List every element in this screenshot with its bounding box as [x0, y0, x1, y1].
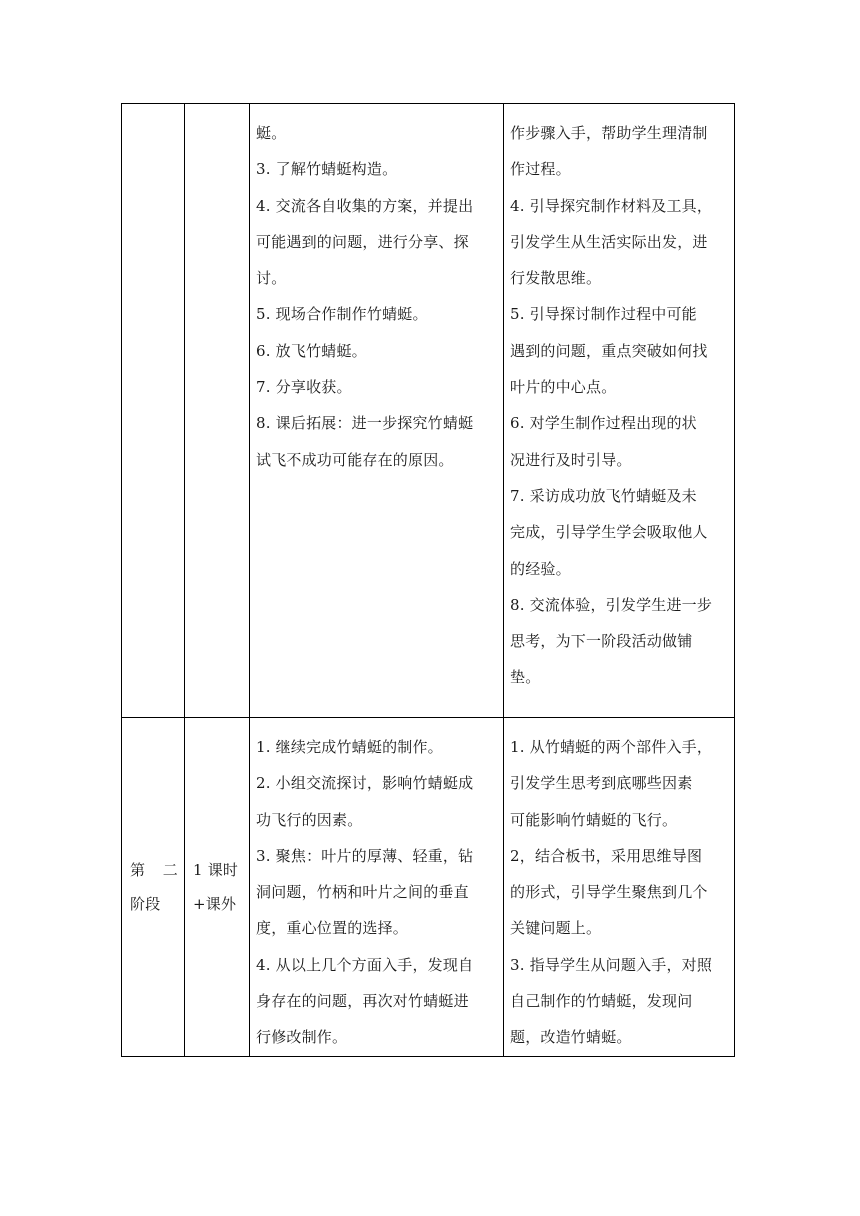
student-activities-cell [250, 104, 504, 718]
text-line: 6. 放飞竹蜻蜓。 [256, 341, 367, 360]
text-line: 3. 聚焦：叶片的厚薄、轻重，钻 [256, 846, 474, 865]
text-line: 可能影响竹蜻蜓的飞行。 [510, 810, 678, 829]
text-line: 自己制作的竹蜻蜓，发现问 [510, 992, 693, 1011]
text-line: 4. 引导探究制作材料及工具， [510, 196, 713, 215]
text-line: 的经验。 [510, 559, 571, 578]
activity-plan-table [121, 103, 735, 1057]
stage-label-part: 二 [162, 860, 178, 879]
text-line: 身存在的问题，再次对竹蜻蜓进 [256, 992, 469, 1011]
text-line: 3. 了解竹蜻蜓构造。 [256, 160, 398, 179]
text-line: 遇到的问题，重点突破如何找 [510, 341, 708, 360]
text-line: 5. 现场合作制作竹蜻蜓。 [256, 305, 428, 324]
text-line: 8. 课后拓展：进一步探究竹蜻蜓 [256, 414, 474, 433]
text-line: 蜓。 [256, 124, 287, 142]
text-line: 2. 小组交流探讨，影响竹蜻蜓成 [256, 774, 474, 793]
teacher-guidance-cell [504, 718, 735, 1057]
student-activities-cell [250, 718, 504, 1057]
hours-cell [185, 718, 250, 1057]
table-row [122, 718, 735, 1057]
text-line: 1. 从竹蜻蜓的两个部件入手， [510, 738, 713, 756]
stage-cell [122, 718, 185, 1057]
text-line: 6. 对学生制作过程出现的状 [510, 414, 697, 433]
text-line: 讨。 [256, 269, 287, 288]
stage-cell [122, 104, 185, 718]
stage-label-part: 第 [130, 860, 146, 879]
text-line: 度，重心位置的选择。 [256, 919, 409, 938]
text-line: 垫。 [510, 668, 541, 687]
text-line: 可能遇到的问题，进行分享、探 [256, 232, 469, 251]
text-line: 8. 交流体验，引发学生进一步 [510, 595, 713, 614]
table-row [122, 104, 735, 718]
hours-cell [185, 104, 250, 718]
text-line: 引发学生思考到底哪些因素 [510, 774, 693, 793]
text-line: 洞问题，竹柄和叶片之间的垂直 [256, 883, 469, 902]
text-line: 作过程。 [510, 160, 571, 179]
text-line: 叶片的中心点。 [510, 378, 617, 397]
text-line: 行发散思维。 [510, 269, 602, 288]
text-line: 2，结合板书，采用思维导图 [510, 846, 703, 865]
text-line: 4. 交流各自收集的方案，并提出 [256, 196, 474, 215]
text-line: 试飞不成功可能存在的原因。 [256, 450, 454, 469]
text-line: 思考，为下一阶段活动做铺 [510, 632, 693, 651]
text-line: 7. 分享收获。 [256, 378, 352, 397]
hours-label: +课外 [193, 894, 237, 913]
text-line: 1. 继续完成竹蜻蜓的制作。 [256, 738, 443, 756]
text-line: 功飞行的因素。 [256, 810, 363, 829]
text-line: 的形式，引导学生聚焦到几个 [510, 883, 708, 902]
text-line: 7. 采访成功放飞竹蜻蜓及未 [510, 486, 697, 505]
text-line: 5. 引导探讨制作过程中可能 [510, 305, 697, 324]
text-line: 题，改造竹蜻蜓。 [510, 1028, 632, 1047]
text-line: 4. 从以上几个方面入手，发现自 [256, 955, 474, 974]
text-line: 3. 指导学生从问题入手，对照 [510, 955, 713, 974]
text-line: 况进行及时引导。 [510, 450, 632, 469]
text-line: 引发学生从生活实际出发，进 [510, 232, 708, 251]
text-line: 关键问题上。 [510, 919, 602, 938]
text-line: 完成，引导学生学会吸取他人 [510, 523, 708, 542]
hours-label: 1 课时 [193, 860, 239, 879]
text-line: 作步骤入手，帮助学生理清制 [510, 124, 708, 142]
teacher-guidance-cell [504, 104, 735, 718]
stage-label-part: 阶段 [130, 894, 161, 913]
text-line: 行修改制作。 [256, 1028, 348, 1047]
